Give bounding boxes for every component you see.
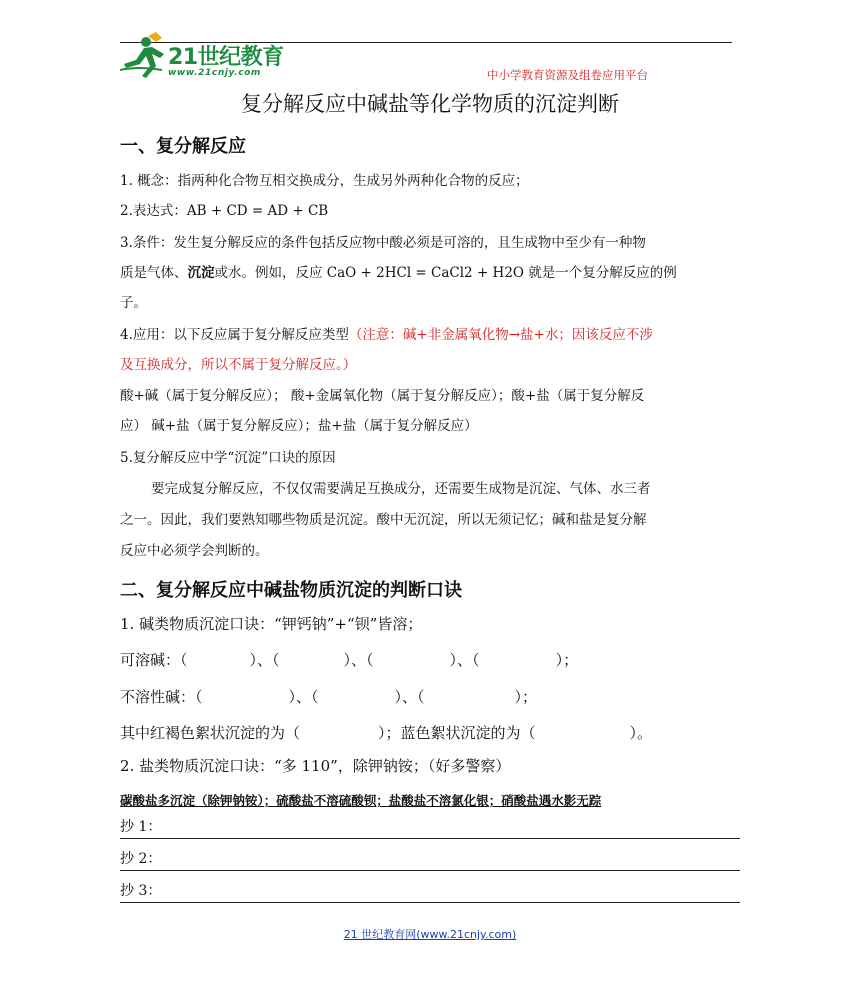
reaction-types-2: 应） 碱+盐（属于复分解反应）；盐+盐（属于复分解反应）	[120, 418, 478, 434]
logo-text: 21世纪教育	[168, 45, 284, 70]
reaction-types-1: 酸+碱（属于复分解反应）； 酸+金属氧化物（属于复分解反应）；酸+盐（属于复分解反	[120, 388, 645, 404]
condition-line-3: 子。	[120, 295, 147, 311]
soluble-bases-line: 可溶碱：（ ）、（ ）、（ ）、（ ）；	[120, 651, 579, 669]
condition-line-2: 质是气体、沉淀或水。例如，反应 CaO + 2HCl = CaCl2 + H2O 就是一个复分解反应的例	[120, 265, 677, 281]
precipitate-color-line: 其中红褐色絮状沉淀的为（ ）；蓝色絮状沉淀的为（ ）。	[120, 724, 653, 742]
reason-line-3: 反应中必须学会判断的。	[120, 543, 269, 559]
page-title: 复分解反应中碱盐等化学物质的沉淀判断	[241, 92, 619, 116]
condition-line-1: 3.条件：发生复分解反应的条件包括反应物中酸必须是可溶的，且生成物中至少有一种物	[120, 235, 646, 251]
base-mnemonic: 1. 碱类物质沉淀口诀：“钾钙钠”+“钡”皆溶；	[120, 615, 423, 633]
section-heading-2: 二、复分解反应中碱盐物质沉淀的判断口诀	[120, 580, 462, 601]
reason-line-2: 之一。因此，我们要熟知哪些物质是沉淀。酸中无沉淀，所以无须记忆；碱和盐是复分解	[120, 512, 647, 528]
application-note: （注意：碱+非金属氧化物→盐+水；因该反应不涉	[348, 327, 653, 343]
copy-line-1[interactable]: 抄 1：	[120, 816, 740, 839]
application-line-1: 4.应用：以下反应属于复分解反应类型（注意：碱+非金属氧化物→盐+水；因该反应不涉	[120, 327, 653, 343]
footer-link[interactable]: 21 世纪教育网(www.21cnjy.com)	[343, 928, 517, 941]
copy-line-3[interactable]: 抄 3：	[120, 880, 740, 903]
copy-line-2[interactable]: 抄 2：	[120, 848, 740, 871]
section-heading-1: 一、复分解反应	[120, 136, 246, 157]
application-note-2: 及互换成分，所以不属于复分解反应。）	[120, 357, 357, 373]
precipitate-emphasis: 沉淀	[187, 265, 215, 281]
concept-line: 1. 概念：指两种化合物互相交换成分，生成另外两种化合物的反应；	[120, 173, 529, 189]
logo-url: www.21cnjy.com	[168, 68, 261, 78]
salt-rules: 碳酸盐多沉淀（除钾钠铵）；硫酸盐不溶硫酸钡；盐酸盐不溶氯化银；硝酸盐遇水影无踪	[120, 793, 602, 808]
salt-mnemonic: 2. 盐类物质沉淀口诀：“多 110”，除钾钠铵；（好多警察）	[120, 757, 511, 775]
insoluble-bases-line: 不溶性碱：（ ）、（ ）、（ ）；	[120, 688, 538, 706]
reason-line-1: 要完成复分解反应，不仅仅需要满足互换成分，还需要生成物是沉淀、气体、水三者	[151, 481, 651, 497]
platform-label: 中小学教育资源及组卷应用平台	[487, 68, 648, 82]
reason-heading: 5.复分解反应中学“沉淀”口诀的原因	[120, 450, 336, 466]
expression-line: 2.表达式：AB + CD = AD + CB	[120, 203, 329, 219]
